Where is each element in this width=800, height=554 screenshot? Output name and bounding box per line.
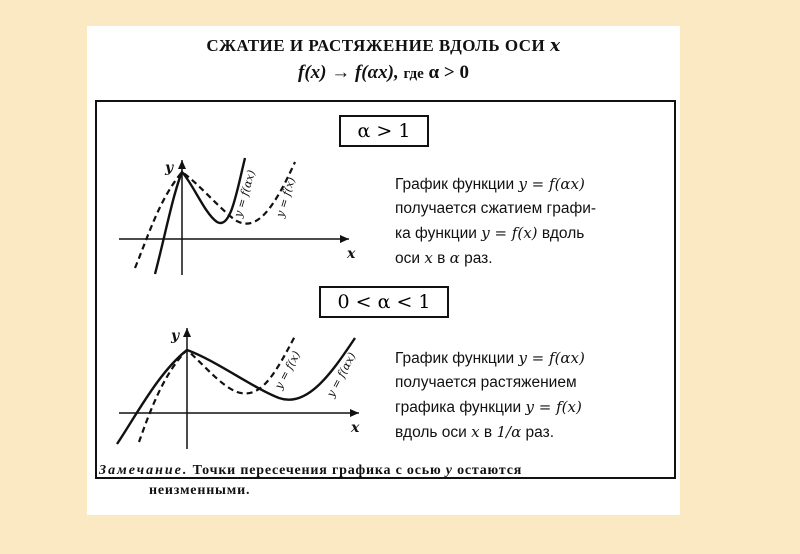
desc1-l3-text: ка функции [395,225,482,242]
desc2-l3-math: y = f(x) [525,398,582,416]
remark-text1: Точки пересечения графика с осью [188,463,446,478]
formula-where: где [403,66,424,82]
x-axis-1-arrow [340,235,349,243]
desc2-l4-text2: в [479,424,497,441]
remark-text2: остаются [452,463,523,478]
formula-line [87,62,680,84]
desc1-l3-math: y = f(x) [481,224,538,242]
remark-line2 [99,481,674,501]
desc2-l3-text: графика функции [395,399,526,416]
remark-label: Замечание. [99,463,189,478]
desc1-l4-text2: в [432,250,450,267]
desc1-l4-math: x [424,249,433,267]
label-compressed-1: y = f(αx) [231,168,259,219]
label-stretched-2: y = f(αx) [324,350,359,400]
desc1-line2: получается сжатием графи- [395,200,597,217]
desc2-line1 [395,346,665,371]
desc2-l4-text: вдоль оси [395,424,472,441]
formula-right: f(αx), [354,62,399,83]
desc1-l1-text: График функции [395,176,519,193]
desc1-l4-text3: раз. [459,250,493,267]
label-original-2: y = f(x) [272,348,304,392]
graph-stretching [117,328,360,449]
curve-original-1 [135,162,295,268]
desc2-l1-text: График функции [395,350,519,367]
y-axis-2-label: y [171,328,180,344]
description-stretching [395,346,665,445]
desc1-line4 [395,246,645,271]
title-text: СЖАТИЕ И РАСТЯЖЕНИЕ ВДОЛЬ ОСИ [206,36,546,55]
remark-var: y [445,463,453,478]
desc2-l4-text3: раз. [521,424,555,441]
formula-condition: α > 0 [428,62,469,83]
title-variable: x [550,36,561,56]
graph-compression [119,158,356,275]
desc1-line3 [395,221,645,246]
sheet [87,26,680,515]
x-axis-1-label: x [347,246,356,262]
desc2-line4 [395,420,665,445]
remark [99,461,674,501]
desc1-line1 [395,172,645,197]
condition-alpha-between-0-1: 0 < α < 1 [319,286,449,318]
desc1-l4-math2: α [449,249,460,267]
description-compression [395,172,645,271]
desc1-l1-math: y = f(αx) [518,175,585,193]
desc1-l3-text2: вдоль [537,225,585,242]
desc2-l4-math: x [471,423,480,441]
desc2-l1-math: y = f(αx) [518,349,585,367]
formula-arrow: → [331,62,351,83]
desc2-line3 [395,395,665,420]
desc2-line2: получается растяжением [395,374,577,391]
remark-line1 [99,461,674,481]
curve-stretched-2 [117,338,355,444]
remark-text3: неизменными. [149,483,251,498]
x-axis-2-label: x [351,420,360,436]
condition-alpha-greater-1: α > 1 [339,115,429,147]
y-axis-1-label: y [165,160,174,176]
desc1-l4-text: оси [395,250,425,267]
y-axis-1-arrow [178,160,186,169]
curve-original-2 [139,336,295,442]
x-axis-2-arrow [350,409,359,417]
desc2-l4-math2: 1/α [496,423,522,441]
main-title [87,36,680,56]
y-axis-2-arrow [183,328,191,337]
diagram-frame [95,100,676,479]
formula-left: f(x) [298,62,327,83]
label-original-1: y = f(x) [273,175,298,219]
